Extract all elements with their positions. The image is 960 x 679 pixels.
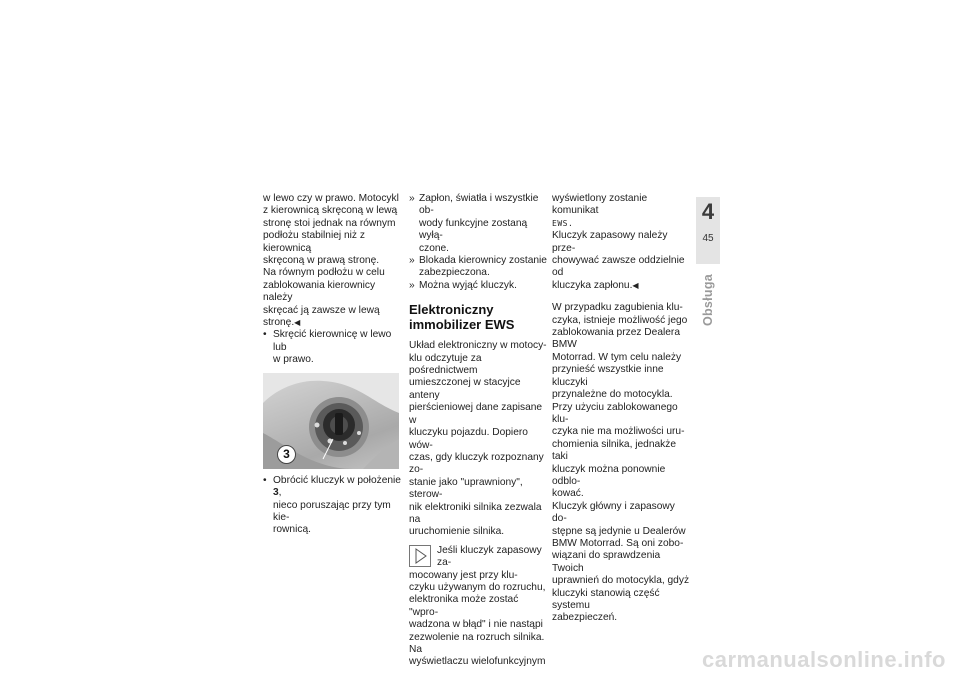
ews-display-message: EWS. xyxy=(552,218,574,228)
position-3-marker: 3 xyxy=(277,445,296,464)
step-turn-handlebar: • Skręcić kierownicę w lewo lub w prawo. xyxy=(263,329,401,366)
result-remove-key: » Można wyjąć kluczyk. xyxy=(409,280,548,292)
page-number: 45 xyxy=(702,233,714,244)
end-of-section-icon: ◀ xyxy=(294,318,301,328)
right-paragraph-4: Przy użyciu zablokowanego klu- czyka nie ma możliwości uru- chomienia silnika, jednakże taki kluczyk można ponownie odblo- kować. xyxy=(552,401,685,500)
ignition-lock-photo xyxy=(263,373,399,469)
right-paragraph-2: Kluczyk zapasowy należy prze- chowywać zawsze oddzielnie od kluczyka zapłonu.◀ xyxy=(552,230,685,291)
result-ignition-off: » Zapłon, światła i wszystkie ob- wody funkcyjne zostaną wyłą- czone. xyxy=(409,193,548,255)
step-turn-key: • Obrócić kluczyk w położenie 3, nieco poruszając przy tym kie- rownicą. xyxy=(263,475,401,537)
watermark: carmanualsonline.info xyxy=(702,647,946,672)
chapter-tab xyxy=(696,197,720,264)
end-of-section-icon: ◀ xyxy=(632,280,639,290)
right-paragraph-5: Kluczyk główny i zapasowy do- stępne są jedynie u Dealerów BMW Motorrad. Są oni zobo- wiązani do sprawdzenia Twoich uprawnień do motocykla, gdyż kluczyki stanowią część systemu zabezpieczeń. xyxy=(552,500,690,624)
ews-description: Układ elektroniczny w motocy- klu odczytuje za pośrednictwem umieszczonej w stacyjce anteny pierścieniowej dane zapisane w kluczyku pojazdu. Dopiero wów- czas, gdy kluczyk rozpoznany zo- stanie jako "uprawniony", sterow- nik elektroniki silnika zezwala na uruchomienie silnika. xyxy=(409,340,547,538)
right-column xyxy=(552,193,690,625)
right-paragraph-3: W przypadku zagubienia klu- czyka, istnieje możliwość jego zablokowania przez Dealera BMW Motorrad. W tym celu należy przynieść wszystkie inne kluczyki przynależne do motocykla. xyxy=(552,302,688,401)
info-note: Jeśli kluczyk zapasowy za- mocowany jest przy klu- czyku używanym do rozruchu, elektronika może zostać "wpro- wadzona w błąd" i nie nastąpi zezwolenie na rozruch silnika. Na wyświetlaczu wielofunkcyjnym xyxy=(409,544,546,668)
chapter-number: 4 xyxy=(701,199,715,224)
left-column xyxy=(263,193,401,537)
left-paragraph-1: w lewo czy w prawo. Motocykl z kierownicą skręconą w lewą stronę stoi jednak na równym podłożu stabilniej niż z kierownicą skręconą w prawą stronę. xyxy=(263,193,399,267)
info-triangle-icon xyxy=(409,545,431,567)
result-lock-secured: » Blokada kierownicy zostanie zabezpieczona. xyxy=(409,255,548,280)
section-label: Obsługa xyxy=(701,273,715,327)
middle-column xyxy=(409,193,548,669)
left-paragraph-2: Na równym podłożu w celu zablokowania kierownicy należy skręcać ją zawsze w lewą stronę.◀ xyxy=(263,267,385,329)
section-heading: Elektroniczny immobilizer EWS xyxy=(409,302,515,333)
right-paragraph-1: wyświetlony zostanie komunikat EWS. xyxy=(552,193,648,228)
